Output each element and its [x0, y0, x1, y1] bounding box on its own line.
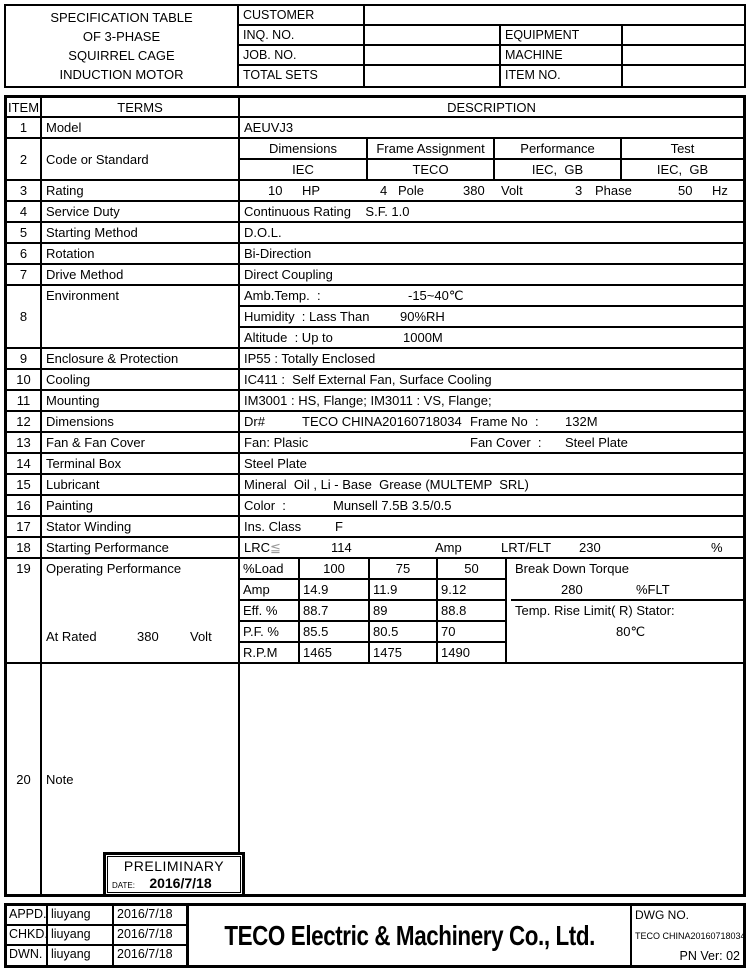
term-label: Lubricant	[42, 475, 240, 494]
item-no: 13	[7, 433, 42, 452]
color-label: Color :	[244, 498, 286, 513]
amb-temp-line	[240, 286, 743, 307]
term-label: Drive Method	[42, 265, 240, 284]
altitude-line	[240, 328, 743, 347]
code-standard-grid	[240, 139, 743, 179]
spec-row-dimensions	[7, 412, 743, 433]
rpm-75: 1475	[370, 643, 438, 664]
spec-table	[4, 95, 746, 897]
chkd-label: CHKD.	[7, 926, 48, 944]
appd-row	[7, 906, 186, 926]
color-value: Munsell 7.5B 3.5/0.5	[333, 498, 452, 513]
term-label: Code or Standard	[42, 139, 240, 179]
std-val-dimensions: IEC	[240, 160, 368, 179]
fan-material: Fan: Plasic	[244, 435, 309, 450]
amp-row	[240, 580, 507, 601]
eff-50: 88.8	[438, 601, 507, 620]
term-label: Mounting	[42, 391, 240, 410]
job-row	[239, 46, 744, 66]
item-no: 6	[7, 244, 42, 263]
frame-no-label: Frame No :	[470, 414, 539, 429]
term-label: Fan & Fan Cover	[42, 433, 240, 452]
at-rated-unit: Volt	[190, 629, 212, 644]
top-header-block	[4, 4, 746, 88]
pole-value: 4	[380, 183, 388, 198]
amp-100: 14.9	[300, 580, 370, 599]
std-col-dimensions: Dimensions	[240, 139, 368, 158]
dwg-no-label: DWG NO.	[635, 908, 689, 922]
altitude-label: Altitude : Up to	[244, 330, 333, 345]
term-label: Model	[42, 118, 240, 137]
job-no-label: JOB. NO.	[239, 46, 365, 64]
appd-label: APPD.	[7, 906, 48, 924]
company-name: TECO Electric & Machinery Co., Ltd.	[224, 919, 595, 951]
eff-row	[240, 601, 507, 622]
spec-row-stator-winding	[7, 517, 743, 538]
eff-label: Eff. %	[240, 601, 300, 620]
lrc-label: LRC	[244, 540, 271, 555]
pf-50: 70	[438, 622, 507, 641]
preliminary-date-line	[108, 875, 240, 894]
pn-version: PN Ver: 02	[679, 949, 740, 963]
sheet-title-line3: SQUIRREL CAGE	[68, 48, 175, 63]
spec-row-rotation	[7, 244, 743, 265]
hz-unit: Hz	[712, 183, 728, 198]
total-sets-value	[365, 66, 501, 86]
break-down-torque-unit: %FLT	[636, 582, 670, 597]
pf-label: P.F. %	[240, 622, 300, 641]
dwn-row	[7, 946, 186, 965]
customer-value	[365, 6, 744, 24]
dwn-label: DWN.	[7, 946, 48, 965]
term-label: Dimensions	[42, 412, 240, 431]
dwg-block	[630, 906, 746, 965]
hp-value: 10	[268, 183, 283, 198]
sheet-title-line4: INDUCTION MOTOR	[59, 67, 184, 82]
item-no: 9	[7, 349, 42, 368]
break-down-torque-value: 280	[561, 582, 583, 597]
item-no: 14	[7, 454, 42, 473]
fan-value	[240, 433, 743, 452]
chkd-date: 2016/7/18	[117, 927, 173, 941]
starting-method-value: D.O.L.	[244, 225, 282, 240]
term-label: Terminal Box	[42, 454, 240, 473]
rpm-label: R.P.M	[240, 643, 300, 664]
term-label: Rotation	[42, 244, 240, 263]
inq-row	[239, 26, 744, 46]
lrt-flt-unit: %	[711, 540, 723, 555]
term-label: Service Duty	[42, 202, 240, 221]
equipment-label: EQUIPMENT	[501, 26, 623, 44]
rpm-100: 1465	[300, 643, 370, 664]
load-table	[240, 559, 507, 664]
item-no: 18	[7, 538, 42, 557]
machine-value	[623, 46, 744, 64]
hz-value: 50	[678, 183, 693, 198]
chkd-row	[7, 926, 186, 946]
cooling-value: IC411 : Self External Fan, Surface Cooling	[244, 372, 492, 387]
spec-row-code-or-standard	[7, 139, 743, 181]
item-no: 20	[7, 664, 42, 894]
spec-row-starting-method	[7, 223, 743, 244]
dwn-name: liuyang	[48, 946, 114, 965]
spec-row-fan	[7, 433, 743, 454]
lrt-flt-label: LRT/FLT	[501, 540, 552, 555]
at-rated-label: At Rated	[46, 629, 97, 644]
spec-row-drive-method	[7, 265, 743, 286]
rpm-row	[240, 643, 507, 664]
term-label	[42, 559, 240, 662]
item-no: 4	[7, 202, 42, 221]
preliminary-title: PRELIMINARY	[123, 858, 225, 874]
company-name-cell	[189, 906, 630, 965]
customer-row	[239, 6, 744, 26]
humidity-value: 90%RH	[400, 309, 445, 324]
spec-row-rating	[7, 181, 743, 202]
term-label: Enclosure & Protection	[42, 349, 240, 368]
spec-row-environment	[7, 286, 743, 349]
footer-block	[4, 903, 746, 968]
dr-label: Dr#	[244, 414, 265, 429]
fan-cover-value: Steel Plate	[565, 435, 628, 450]
rpm-50: 1490	[438, 643, 507, 664]
preliminary-stamp	[103, 852, 245, 897]
starting-performance-value	[240, 538, 743, 557]
equipment-value	[623, 26, 744, 44]
pole-unit: Pole	[398, 183, 425, 198]
torque-temp-block	[511, 559, 743, 662]
operating-performance-label: Operating Performance	[46, 561, 182, 576]
stator-winding-value	[240, 517, 743, 536]
lubricant-value: Mineral Oil , Li - Base Grease (MULTEMP SRL)	[244, 477, 529, 492]
phase-unit: Phase	[595, 183, 632, 198]
pf-75: 80.5	[370, 622, 438, 641]
signature-table	[7, 906, 189, 965]
load-header: %Load	[240, 559, 300, 578]
item-no: 2	[7, 139, 42, 179]
col-header-terms: TERMS	[42, 98, 240, 116]
item-no-label: ITEM NO.	[501, 66, 623, 86]
dwg-no-value: TECO CHINA20160718034	[635, 930, 746, 941]
machine-label: MACHINE	[501, 46, 623, 64]
item-no: 5	[7, 223, 42, 242]
spec-row-service-duty	[7, 202, 743, 223]
top-header-fields	[239, 6, 744, 86]
enclosure-value: IP55 : Totally Enclosed	[244, 351, 376, 366]
inq-no-label: INQ. NO.	[239, 26, 365, 44]
humidity-line	[240, 307, 743, 328]
environment-lines	[240, 286, 743, 347]
humidity-label: Humidity : Lass Than	[244, 309, 370, 324]
volt-value: 380	[463, 183, 485, 198]
dr-number: TECO CHINA20160718034	[302, 414, 462, 429]
amb-temp-label: Amb.Temp. :	[244, 288, 321, 303]
fan-cover-label: Fan Cover :	[470, 435, 542, 450]
std-val-performance: IEC, GB	[495, 160, 622, 179]
load-table-header	[240, 559, 507, 580]
item-no: 8	[7, 286, 42, 347]
spec-row-terminal-box	[7, 454, 743, 475]
item-no: 17	[7, 517, 42, 536]
preliminary-date-label: DATE:	[112, 881, 135, 890]
lrt-flt-value: 230	[579, 540, 601, 555]
item-no: 10	[7, 370, 42, 389]
model-value: AEUVJ3	[244, 120, 294, 135]
std-val-test: IEC, GB	[656, 162, 709, 177]
drive-method-value: Direct Coupling	[244, 267, 333, 282]
amb-temp-value: -15~40℃	[408, 288, 464, 303]
appd-name: liuyang	[48, 906, 114, 924]
dimensions-value	[240, 412, 743, 431]
at-rated-value: 380	[137, 629, 159, 644]
spec-row-operating-performance	[7, 559, 743, 664]
col-header-description: DESCRIPTION	[447, 99, 536, 115]
amp-label: Amp	[240, 580, 300, 599]
rating-value	[240, 181, 743, 200]
std-val-frame: TECO	[368, 160, 495, 179]
term-label: Rating	[42, 181, 240, 200]
temp-rise-limit-label: Temp. Rise Limit( R) Stator:	[515, 603, 675, 618]
pf-100: 85.5	[300, 622, 370, 641]
std-col-frame: Frame Assignment	[368, 139, 495, 158]
amp-50: 9.12	[438, 580, 507, 599]
ins-class-label: Ins. Class	[244, 519, 302, 534]
eff-100: 88.7	[300, 601, 370, 620]
term-label: Painting	[42, 496, 240, 515]
spec-row-mounting	[7, 391, 743, 412]
volt-unit: Volt	[501, 183, 523, 198]
term-label: Note	[42, 664, 240, 894]
hp-unit: HP	[302, 183, 321, 198]
pf-row	[240, 622, 507, 643]
total-sets-label: TOTAL SETS	[239, 66, 365, 86]
spec-row-lubricant	[7, 475, 743, 496]
load-100: 100	[300, 559, 370, 578]
std-col-performance: Performance	[495, 139, 622, 158]
ins-class-value: F	[335, 519, 343, 534]
item-no: 15	[7, 475, 42, 494]
terminal-box-value: Steel Plate	[244, 456, 307, 471]
load-50: 50	[438, 559, 507, 578]
item-no-value	[623, 66, 744, 86]
amp-75: 11.9	[370, 580, 438, 599]
item-no: 19	[7, 559, 42, 662]
dwn-date: 2016/7/18	[117, 947, 173, 961]
break-down-torque-line	[511, 580, 743, 601]
sheet-title-line2: OF 3-PHASE	[82, 29, 161, 44]
appd-date: 2016/7/18	[117, 907, 173, 921]
temp-rise-limit-value: 80℃	[616, 624, 646, 639]
service-duty-value: Continuous Rating S.F. 1.0	[244, 204, 410, 219]
sheet-title	[6, 6, 239, 86]
spec-table-header	[7, 98, 743, 118]
job-no-value	[365, 46, 501, 64]
item-no: 12	[7, 412, 42, 431]
inq-no-value	[365, 26, 501, 44]
term-label: Cooling	[42, 370, 240, 389]
spec-row-starting-performance	[7, 538, 743, 559]
term-label: Stator Winding	[42, 517, 240, 536]
note-value	[240, 664, 743, 894]
altitude-value: 1000M	[403, 330, 443, 345]
mounting-value: IM3001 : HS, Flange; IM3011 : VS, Flange;	[244, 393, 492, 408]
load-75: 75	[370, 559, 438, 578]
item-no: 1	[7, 118, 42, 137]
term-label: Environment	[42, 286, 240, 347]
lrc-leq-symbol: ≦	[270, 540, 281, 555]
item-no: 11	[7, 391, 42, 410]
customer-label: CUSTOMER	[239, 6, 365, 24]
total-sets-row	[239, 66, 744, 86]
col-header-item: ITEM	[7, 98, 42, 116]
item-no: 7	[7, 265, 42, 284]
break-down-torque-label: Break Down Torque	[515, 561, 629, 576]
eff-75: 89	[370, 601, 438, 620]
chkd-name: liuyang	[48, 926, 114, 944]
term-label: Starting Performance	[42, 538, 240, 557]
rotation-value: Bi-Direction	[244, 246, 312, 261]
operating-performance-grid	[240, 559, 743, 662]
sheet-title-line1: SPECIFICATION TABLE	[50, 10, 193, 25]
item-no: 3	[7, 181, 42, 200]
spec-row-enclosure	[7, 349, 743, 370]
painting-value	[240, 496, 743, 515]
phase-value: 3	[575, 183, 583, 198]
spec-row-painting	[7, 496, 743, 517]
temp-rise-limit-line	[511, 622, 743, 662]
std-col-test: Test	[670, 141, 695, 156]
term-label: Starting Method	[42, 223, 240, 242]
frame-no-value: 132M	[565, 414, 598, 429]
item-no: 16	[7, 496, 42, 515]
preliminary-date-value: 2016/7/18	[149, 875, 212, 891]
lrc-value: 114	[331, 540, 352, 555]
spec-row-model	[7, 118, 743, 139]
spec-row-cooling	[7, 370, 743, 391]
lrc-unit: Amp	[435, 540, 462, 555]
